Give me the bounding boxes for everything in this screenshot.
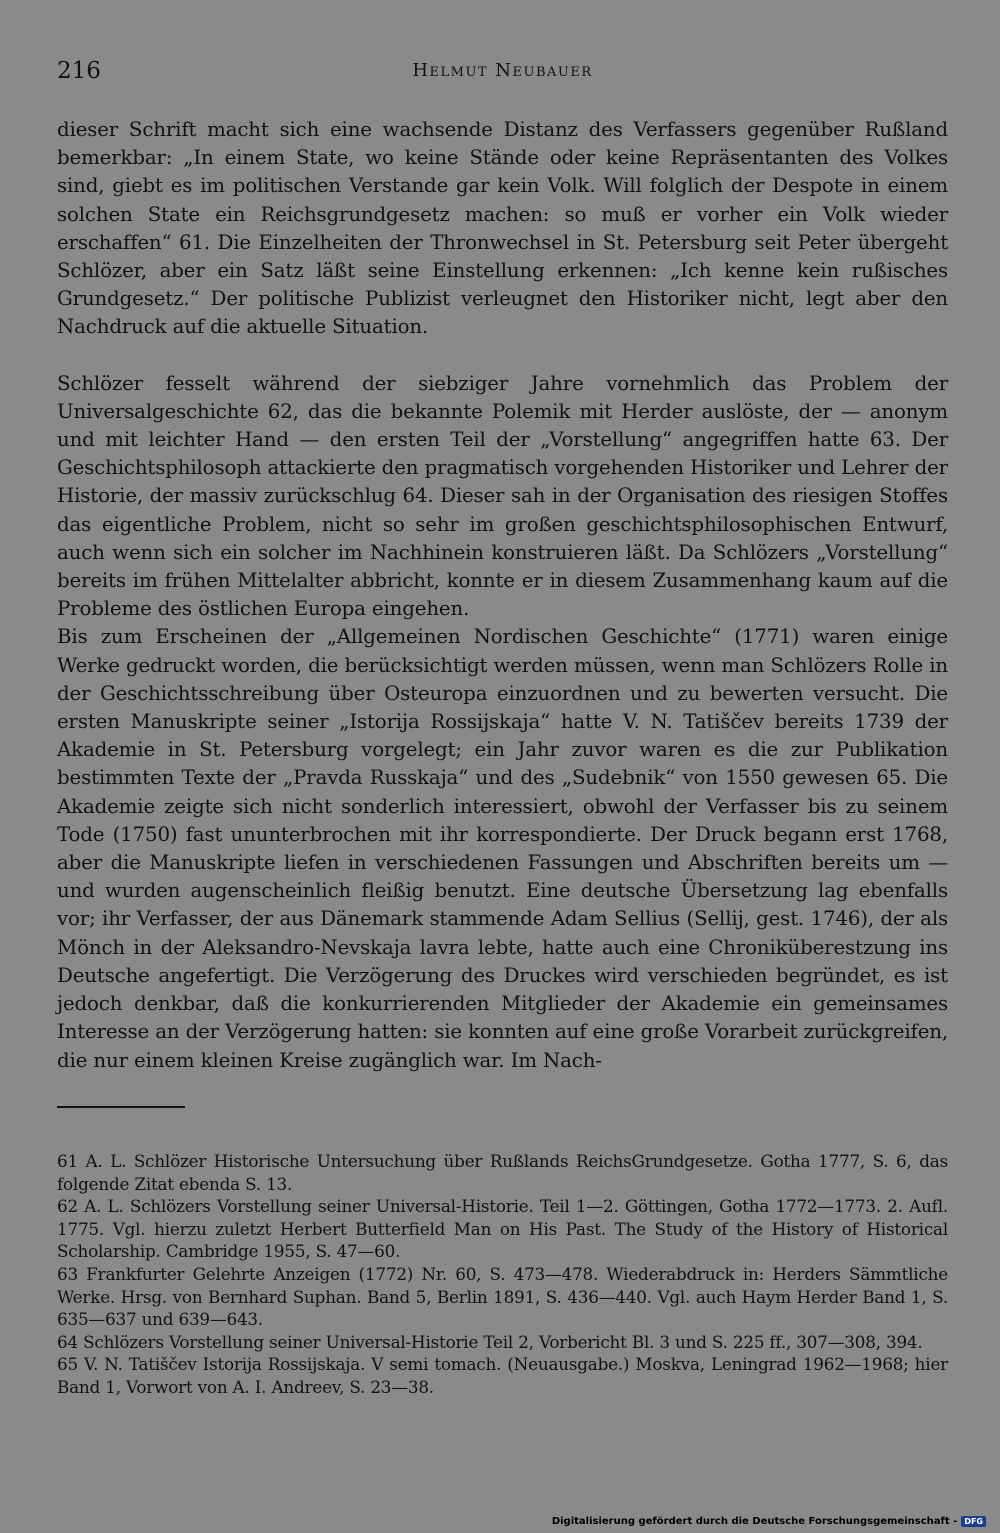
page-number: 216 xyxy=(57,58,101,84)
footnote-61: 61 A. L. Schlözer Historische Untersuchung über Rußlands ReichsGrundgesetze. Gotha 1777, S. 6, das folgende Zitat ebenda S. 13. xyxy=(57,1151,948,1194)
page-header xyxy=(57,58,948,90)
footnote-64: 64 Schlözers Vorstellung seiner Universal-Historie Teil 2, Vorbericht Bl. 3 und S. 225 ff., 307—308, 394. xyxy=(57,1331,923,1352)
paragraph-1: dieser Schrift macht sich eine wachsende Distanz des Verfassers gegenüber Rußland bemerkbar: „In einem State, wo keine Stände oder keine Repräsentanten des Volkes sind, giebt es im politischen Verstande gar kein Volk. Will folglich der Despote in einem solchen State ein Reichsgrundgesetz machen: so muß er vorher ein Volk wieder erschaffen“ 61. Die Einzelheiten der Thronwechsel in St. Petersburg seit Peter übergeht Schlözer, aber ein Satz läßt seine Einstellung erkennen: „Ich kenne kein rußisches Grundgesetz.“ Der politische Publizist verleugnet den Historiker nicht, legt aber den Nachdruck auf die aktuelle Situation. xyxy=(57,118,948,339)
footnotes xyxy=(57,1150,948,1399)
running-head: Helmut Neubauer xyxy=(412,60,593,81)
footnote-rule xyxy=(57,1106,185,1108)
footnote-62: 62 A. L. Schlözers Vorstellung seiner Universal-Historie. Teil 1—2. Göttingen, Gotha 1772—1773. 2. Aufl. 1775. Vgl. hierzu zuletzt Herbert Butterfield Man on His Past. The Study of the History of Historical Scholarship. Cambridge 1955, S. 47—60. xyxy=(57,1196,948,1262)
paragraph-3: Bis zum Erscheinen der „Allgemeinen Nordischen Geschichte“ (1771) waren einige Werke gedruckt worden, die berücksichtigt werden müssen, wenn man Schlözers Rolle in der Geschichtsschreibung über Osteuropa einzuordnen und zu bewerten versucht. Die ersten Manuskripte seiner „Istorija Rossijskaja“ hatte V. N. Tatiščev bereits 1739 der Akademie in St. Petersburg vorgelegt; ein Jahr zuvor waren es die zur Publikation bestimmten Texte der „Pravda Russkaja“ und des „Sudebnik“ von 1550 gewesen 65. Die Akademie zeigte sich nicht sonderlich interessiert, obwohl der Verfasser bis zu seinem Tode (1750) fast ununterbrochen mit ihr korrespondierte. Der Druck begann erst 1768, aber die Manuskripte liefen in verschiedenen Fassungen und Abschriften bereits um — und wurden augenscheinlich fleißig benutzt. Eine deutsche Übersetzung lag ebenfalls vor; ihr Verfasser, der aus Dänemark stammende Adam Sellius (Sellij, gest. 1746), der als Mönch in der Aleksandro-Nevskaja lavra lebte, hatte auch eine Chroniküberestzung ins Deutsche angefertigt. Die Verzögerung des Druckes wird verschieden begründet, es ist jedoch denkbar, daß die konkurrierenden Mitglieder der Akademie ein gemeinsames Interesse an der Verzögerung hatten: sie konnten auf eine große Vorarbeit zurückgreifen, die nur einem kleinen Kreise zugänglich war. Im Nach- xyxy=(57,625,948,1072)
footnote-63: 63 Frankfurter Gelehrte Anzeigen (1772) Nr. 60, S. 473—478. Wiederabdruck in: Herders Sämmtliche Werke. Hrsg. von Bernhard Suphan. Band 5, Berlin 1891, S. 436—440. Vgl. auch Haym Herder Band 1, S. 635—637 und 639—643. xyxy=(57,1263,948,1330)
dfg-watermark-text: Digitalisierung gefördert durch die Deutsche Forschungsgemeinschaft - xyxy=(551,1516,958,1527)
paragraph-2: Schlözer fesselt während der siebziger Jahre vornehmlich das Problem der Universalgeschichte 62, das die bekannte Polemik mit Herder auslöste, der — anonym und mit leichter Hand — den ersten Teil der „Vorstellung“ angegriffen hatte 63. Der Geschichtsphilosoph attackierte den pragmatisch vorgehenden Historiker und Lehrer der Historie, der massiv zurückschlug 64. Dieser sah in der Organisation des riesigen Stoffes das eigentliche Problem, nicht so sehr im großen geschichtsphilosophischen Entwurf, auch wenn sich ein solcher im Nachhinein konstruieren läßt. Da Schlözers „Vorstellung“ bereits im frühen Mittelalter abbricht, konnte er in diesem Zusammenhang kaum auf die Probleme des östlichen Europa eingehen. xyxy=(57,371,948,621)
dfg-watermark xyxy=(552,1516,986,1527)
body-text xyxy=(57,116,948,1075)
dfg-logo-icon: DFG xyxy=(961,1516,986,1527)
footnote-65: 65 V. N. Tatiščev Istorija Rossijskaja. V semi tomach. (Neuausgabe.) Moskva, Leningrad 1962—1968; hier Band 1, Vorwort von A. I. Andreev, S. 23—38. xyxy=(57,1354,948,1397)
